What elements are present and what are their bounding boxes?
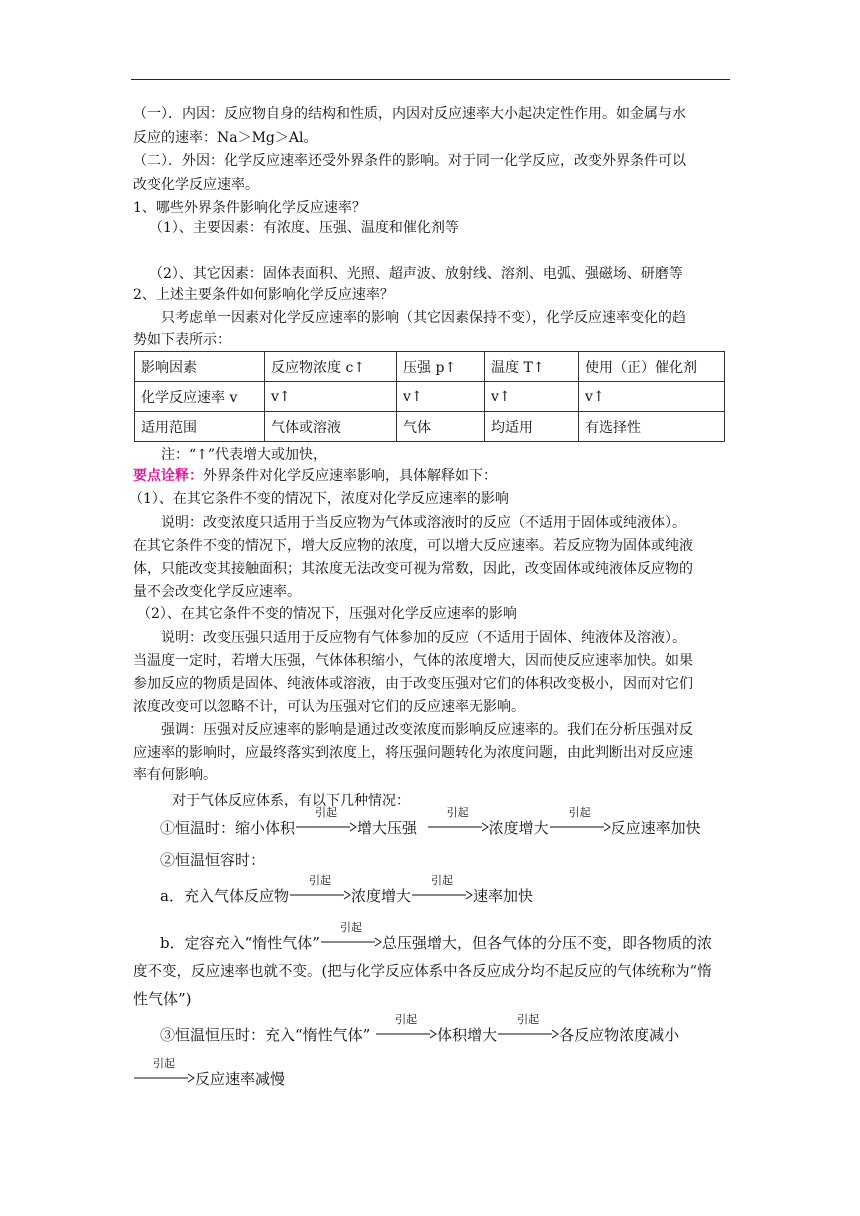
table-row [135, 382, 725, 412]
text-line: （2）、其它因素：固体表面积、光照、超声波、放射线、溶剂、电弧、强磁场、研磨等 [149, 266, 683, 282]
arrow-label: 引起 [339, 921, 362, 934]
key-label: 要点诠释： [133, 468, 203, 484]
text-line: 1、哪些外界条件影响化学反应速率？ [133, 200, 366, 216]
section-heading: （1）、在其它条件不变的情况下，浓度对化学反应速率的影响 [129, 491, 509, 507]
text-line: 对于气体反应体系，有以下几种情况： [172, 793, 410, 809]
text-line: （二）．外因：化学反应速率还受外界条件的影响。对于同一化学反应，改变外界条件可以 [133, 153, 686, 169]
text-line: 性气体”) [133, 990, 192, 1008]
text-line: 量不会改变化学反应速率。 [133, 584, 301, 600]
flow-isobaric [160, 1013, 680, 1045]
text-line: 势如下表所示： [133, 332, 231, 348]
flow-step: 体积增大 [437, 1026, 498, 1044]
table-cell: 反应物浓度 c↑ [265, 352, 397, 382]
flow-step: 增大压强 [357, 819, 418, 837]
text-line: 说明：改变压强只适用于反应物有气体参加的反应（不适用于固体、纯液体及溶液）。 [161, 630, 686, 646]
flow-step: 浓度增大 [488, 819, 549, 837]
arrow-label: 引起 [517, 1013, 540, 1026]
text-line: 在其它条件不变的情况下，增大反应物的浓度，可以增大反应速率。若反应物为固体或纯液 [133, 538, 693, 554]
text-line: 只考虑单一因素对化学反应速率的影响（其它因素保持不变），化学反应速率变化的趋 [161, 310, 686, 326]
text-line: 2、上述主要条件如何影响化学反应速率？ [133, 287, 394, 303]
flow-step: 速率加快 [472, 887, 533, 905]
arrow-label: 引起 [430, 874, 453, 887]
text-line: 浓度改变可以忽略不计，可认为压强对它们的反应速率无影响。 [133, 699, 525, 715]
table-cell: 气体 [397, 412, 485, 442]
flow-step: b．定容充入“惰性气体” [160, 934, 320, 952]
table-cell: 有选择性 [579, 412, 725, 442]
flow-isothermal [160, 806, 701, 838]
text-line: 应速率的影响时，应最终落实到浓度上，将压强问题转化为浓度问题，由此判断出对反应速 [133, 745, 693, 761]
text-line: 参加反应的物质是固体、纯液体或溶液，由于改变压强对它们的体积改变极小，因而对它们 [133, 676, 693, 692]
table-cell: 气体或溶液 [265, 412, 397, 442]
arrow-label: 引起 [153, 1057, 175, 1070]
text-line: 说明：改变浓度只适用于当反应物为气体或溶液时的反应（不适用于固体或纯液体）。 [161, 515, 686, 531]
section-heading: （2）、在其它条件不变的情况下，压强对化学反应速率的影响 [137, 606, 517, 622]
flow-step: 总压强增大，但各气体的分压不变，即各物质的浓 [381, 934, 712, 952]
table-row [135, 412, 725, 442]
header-rule [131, 79, 730, 80]
flow-step: a．充入气体反应物 [160, 887, 289, 905]
table-cell: v↑ [265, 382, 397, 412]
key-points [133, 466, 497, 486]
flow-step: 反应速率减慢 [195, 1070, 286, 1088]
table-cell: 温度 T↑ [485, 352, 579, 382]
flow-step: 各反应物浓度减小 [559, 1026, 680, 1044]
arrow-icon [320, 921, 382, 948]
arrow-icon [427, 806, 489, 833]
table-cell: 适用范围 [135, 412, 265, 442]
text-line: 当温度一定时，若增大压强，气体体积缩小，气体的浓度增大，因而使反应速率加快。如果 [133, 653, 693, 669]
table-cell: v↑ [485, 382, 579, 412]
table-cell: v↑ [579, 382, 725, 412]
arrow-icon [375, 1013, 437, 1040]
flow-step: ①恒温时：缩小体积 [160, 819, 296, 837]
text-line: 强调：压强对反应速率的影响是通过改变浓度而影响反应速率的。我们在分析压强对反 [161, 722, 693, 738]
arrow-label: 引起 [446, 806, 469, 819]
arrow-icon [497, 1013, 559, 1040]
flow-step: 反应速率加快 [610, 819, 701, 837]
arrow-label: 引起 [395, 1013, 418, 1026]
flow-add-reactant [160, 874, 533, 906]
arrow-icon [411, 874, 473, 901]
table-cell: 均适用 [485, 412, 579, 442]
table-cell: 影响因素 [135, 352, 265, 382]
text-line: 改变化学反应速率。 [133, 177, 259, 193]
flow-result [133, 1057, 286, 1089]
flow-inert-gas [160, 921, 712, 953]
arrow-icon [295, 806, 357, 833]
flow-heading: ②恒温恒容时： [160, 851, 266, 869]
table-cell: 压强 p↑ [397, 352, 485, 382]
text-line: 体，只能改变其接触面积；其浓度无法改变可视为常数，因此，改变固体或纯液体反应物的 [133, 561, 693, 577]
table-row [135, 352, 725, 382]
arrow-label: 引起 [308, 874, 331, 887]
arrow-icon [289, 874, 351, 901]
text-line: （1）、主要因素：有浓度、压强、温度和催化剂等 [149, 220, 459, 236]
flow-step: 浓度增大 [350, 887, 411, 905]
table-note: 注：“↑”代表增大或加快， [161, 447, 328, 463]
text-line: 率有何影响。 [133, 767, 217, 783]
arrow-label: 引起 [315, 806, 338, 819]
table-cell: 化学反应速率 v [135, 382, 265, 412]
table-cell: 使用（正）催化剂 [579, 352, 725, 382]
flow-step: ③恒温恒压时：充入“惰性气体” [160, 1026, 371, 1044]
table-cell: v↑ [397, 382, 485, 412]
key-text: 外界条件对化学反应速率影响，具体解释如下： [203, 468, 497, 484]
text-line: 度不变，反应速率也就不变。(把与化学反应体系中各反应成分均不起反应的气体统称为“惰 [133, 964, 712, 980]
arrow-icon [549, 806, 611, 833]
factor-table [134, 351, 725, 442]
arrow-icon [133, 1057, 195, 1084]
text-line: 反应的速率：Na＞Mg＞Al。 [133, 130, 318, 146]
arrow-label: 引起 [568, 806, 591, 819]
text-line: （一）．内因：反应物自身的结构和性质，内因对反应速率大小起决定性作用。如金属与水 [133, 106, 686, 122]
